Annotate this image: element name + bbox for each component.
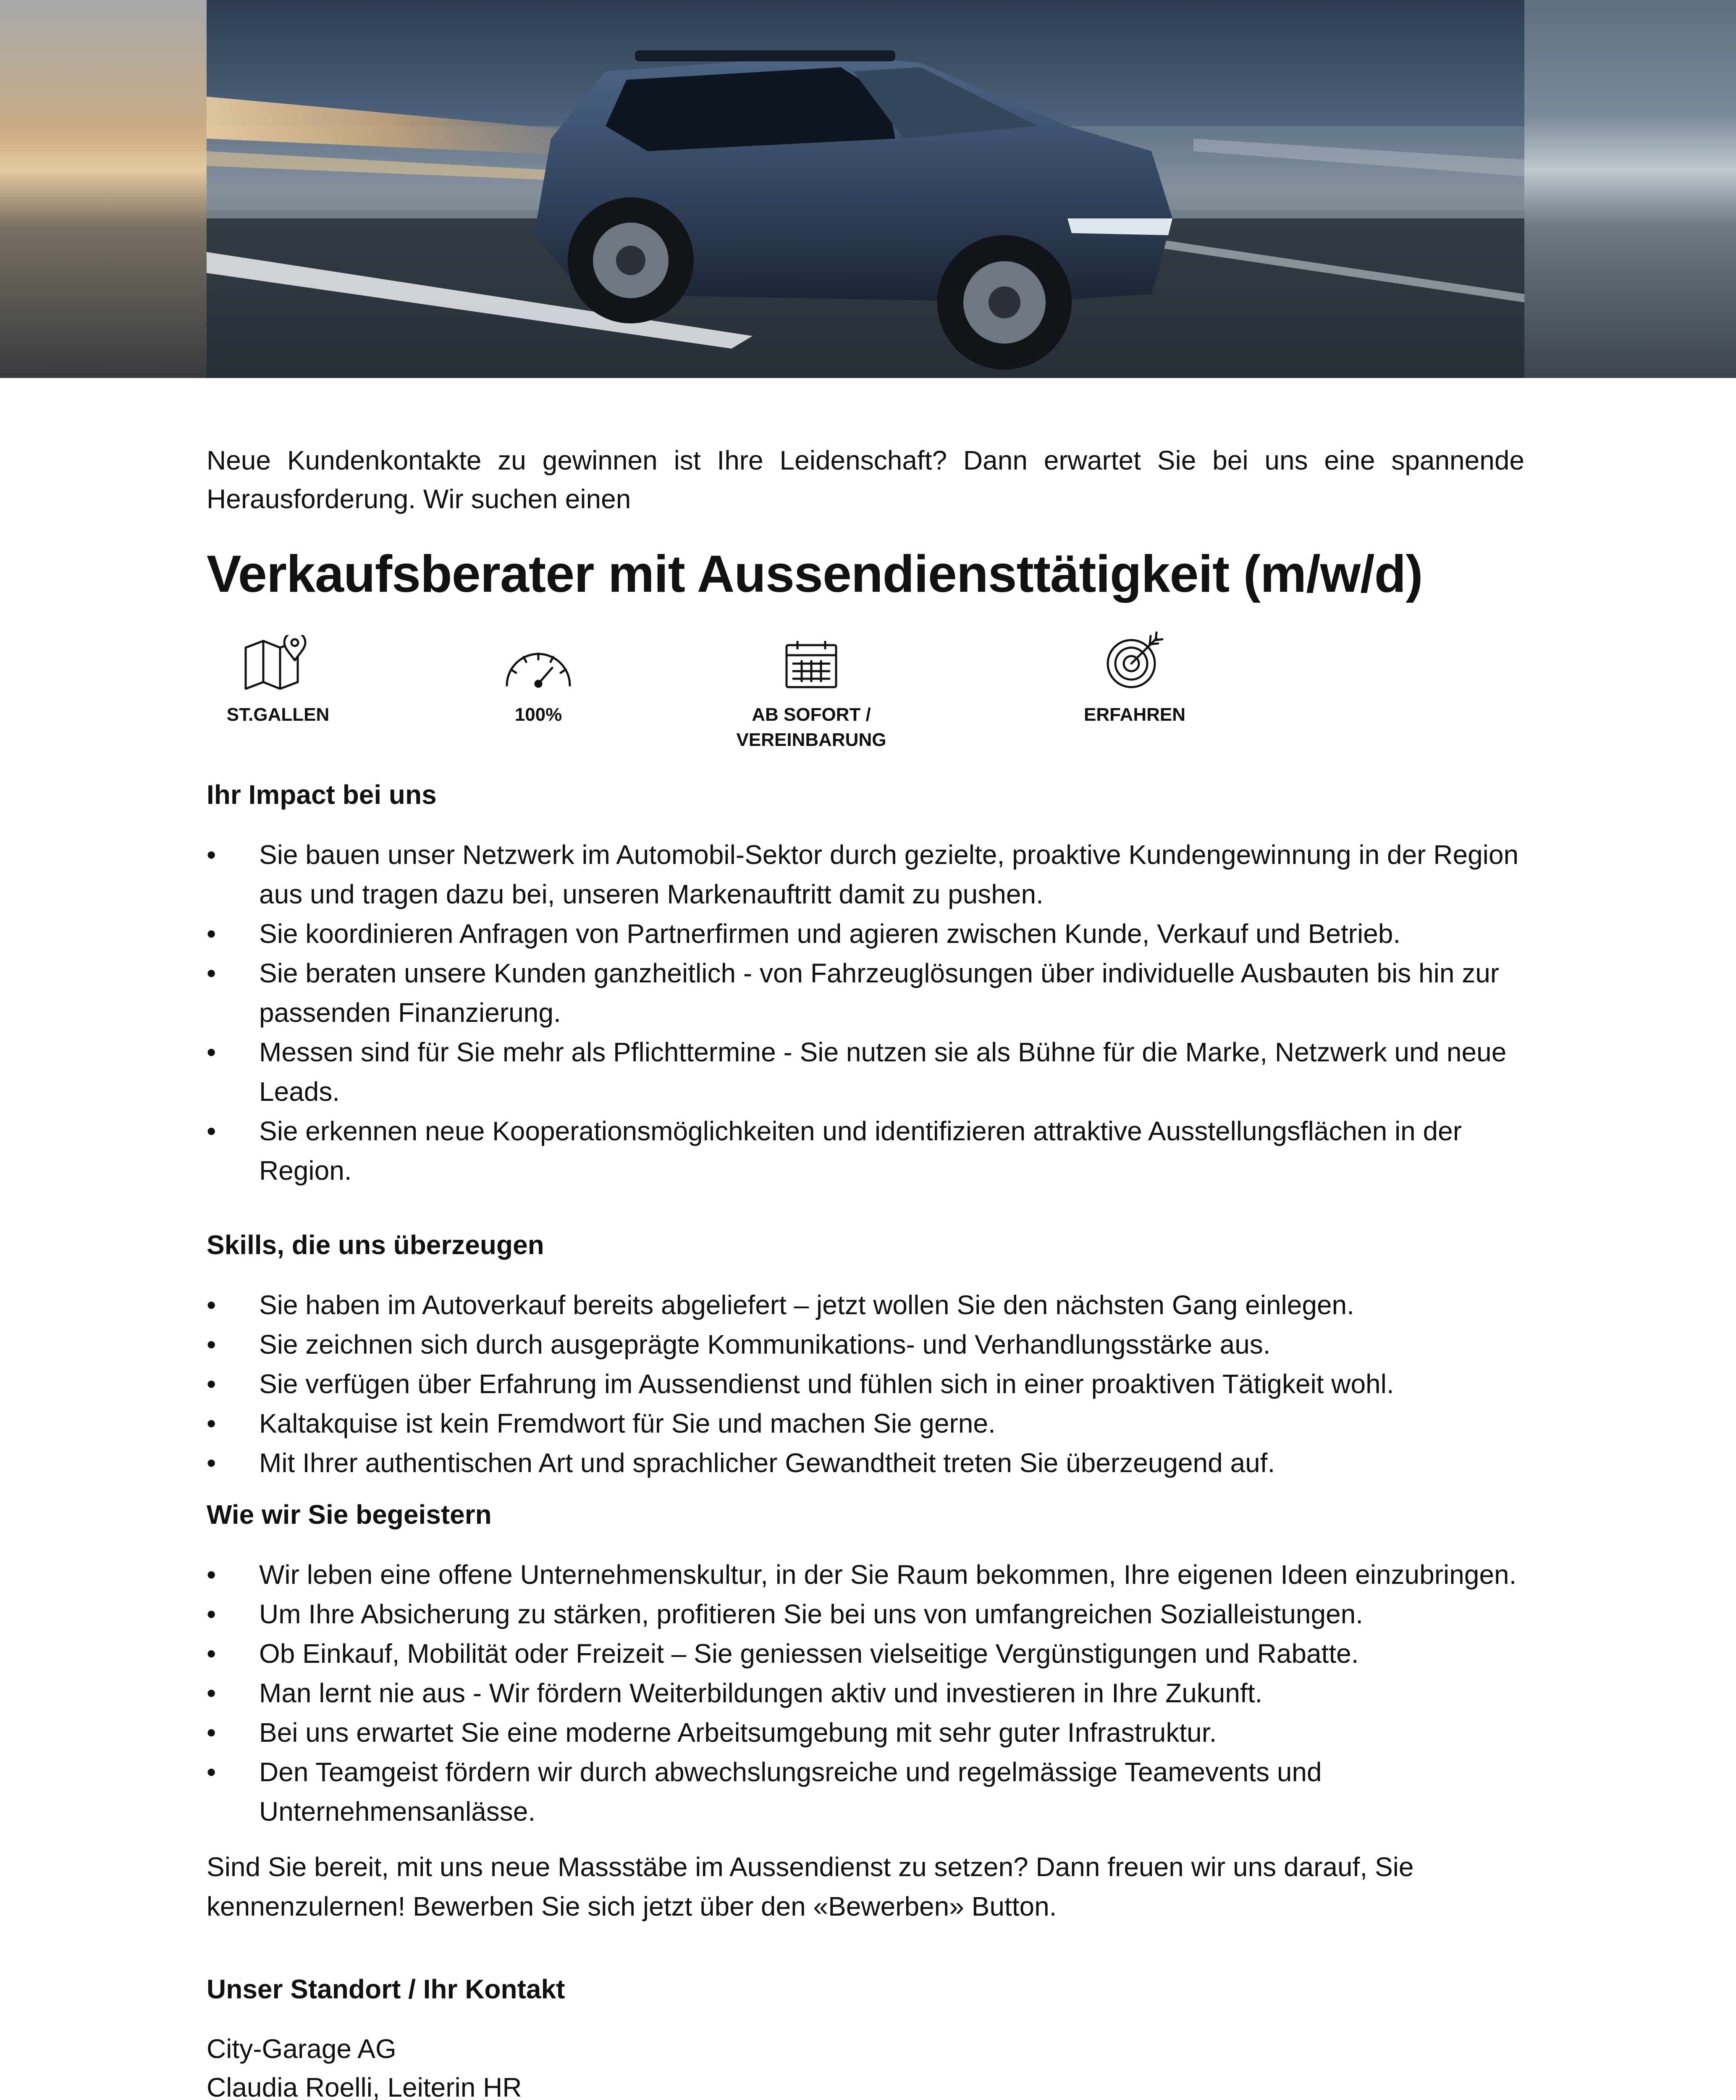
calendar-icon	[784, 639, 839, 690]
list-item: • Bei uns erwartet Sie eine moderne Arbeitsumgebung mit sehr guter Infrastruktur.	[207, 1713, 1524, 1752]
gauge-icon	[503, 648, 574, 690]
list-item: • Man lernt nie aus - Wir fördern Weiterbildungen aktiv und investieren in Ihre Zukunft.	[207, 1673, 1524, 1713]
fact-experience	[1063, 635, 1206, 727]
skills-list	[207, 1285, 1524, 1483]
fact-start-date	[711, 635, 912, 753]
job-title: Verkaufsberater mit Aussendiensttätigkeit (m/w/d)	[207, 545, 1423, 603]
job-ad-content	[207, 441, 1524, 2100]
hero-car-photo	[207, 0, 1524, 378]
intro-text: Neue Kundenkontakte zu gewinnen ist Ihre Leidenschaft? Dann erwartet Sie bei uns eine spannende Herausforderung. Wir suchen einen	[207, 445, 1524, 514]
fact-location-label: ST.GALLEN	[226, 704, 330, 725]
list-item: • Messen sind für Sie mehr als Pflichttermine - Sie nutzen sie als Bühne für die Marke, Netzwerk und neue Leads.	[207, 1032, 1524, 1111]
contact-person: Claudia Roelli, Leiterin HR	[207, 2072, 522, 2100]
list-item: • Sie verfügen über Erfahrung im Aussendienst und fühlen sich in einer proaktiven Tätigkeit wohl.	[207, 1364, 1524, 1404]
list-item: • Den Teamgeist fördern wir durch abwechslungsreiche und regelmässige Teamevents und Unternehmensanlässe.	[207, 1752, 1524, 1831]
list-item: • Sie haben im Autoverkauf bereits abgeliefert – jetzt wollen Sie den nächsten Gang einlegen.	[207, 1285, 1524, 1325]
list-item: • Sie erkennen neue Kooperationsmöglichkeiten und identifizieren attraktive Ausstellungsflächen in der Region.	[207, 1111, 1524, 1190]
fact-location	[207, 635, 349, 727]
closing-text: Sind Sie bereit, mit uns neue Massstäbe im Aussendienst zu setzen? Dann freuen wir uns darauf, Sie kennenzulernen! Bewerben Sie sich jetzt über den «Bewerben» Button.	[207, 1852, 1414, 1922]
benefits-list	[207, 1555, 1524, 1831]
list-item: • Sie zeichnen sich durch ausgeprägte Kommunikations- und Verhandlungsstärke aus.	[207, 1325, 1524, 1364]
benefits-heading: Wie wir Sie begeistern	[207, 1499, 492, 1530]
impact-list	[207, 835, 1524, 1190]
list-item: • Ob Einkauf, Mobilität oder Freizeit – Sie geniessen vielseitige Vergünstigungen und Rabatte.	[207, 1634, 1524, 1673]
list-item: • Mit Ihrer authentischen Art und sprachlicher Gewandtheit treten Sie überzeugend auf.	[207, 1443, 1524, 1483]
list-item: • Wir leben eine offene Unternehmenskultur, in der Sie Raum bekommen, Ihre eigenen Ideen einzubringen.	[207, 1555, 1524, 1594]
company-name: City-Garage AG	[207, 2034, 396, 2064]
fact-start-date-label: AB SOFORT / VEREINBARUNG	[736, 704, 886, 750]
list-item: • Sie bauen unser Netzwerk im Automobil-Sektor durch gezielte, proaktive Kundengewinnung in der Region aus und tragen dazu bei, unseren Markenauftritt damit zu pushen.	[207, 835, 1524, 914]
hero-side-right	[1524, 0, 1736, 378]
list-item: • Kaltakquise ist kein Fremdwort für Sie und machen Sie gerne.	[207, 1404, 1524, 1443]
contact-heading: Unser Standort / Ihr Kontakt	[207, 1974, 565, 2004]
list-item: • Sie koordinieren Anfragen von Partnerfirmen und agieren zwischen Kunde, Verkauf und Betrieb.	[207, 914, 1524, 953]
map-pin-icon	[242, 635, 314, 690]
fact-workload	[467, 635, 610, 727]
hero-side-left	[0, 0, 207, 378]
fact-experience-label: ERFAHREN	[1083, 704, 1186, 725]
list-item: • Um Ihre Absicherung zu stärken, profitieren Sie bei uns von umfangreichen Sozialleistungen.	[207, 1594, 1524, 1634]
car-illustration	[207, 0, 1524, 378]
contact-address	[207, 2029, 1524, 2100]
key-facts	[207, 635, 1524, 786]
list-item: • Sie beraten unsere Kunden ganzheitlich - von Fahrzeuglösungen über individuelle Ausbauten bis hin zur passenden Finanzierung.	[207, 953, 1524, 1032]
impact-heading: Ihr Impact bei uns	[207, 780, 437, 810]
fact-workload-label: 100%	[514, 704, 562, 725]
hero-image	[0, 0, 1736, 378]
skills-heading: Skills, die uns überzeugen	[207, 1230, 544, 1260]
target-icon	[1105, 631, 1164, 690]
